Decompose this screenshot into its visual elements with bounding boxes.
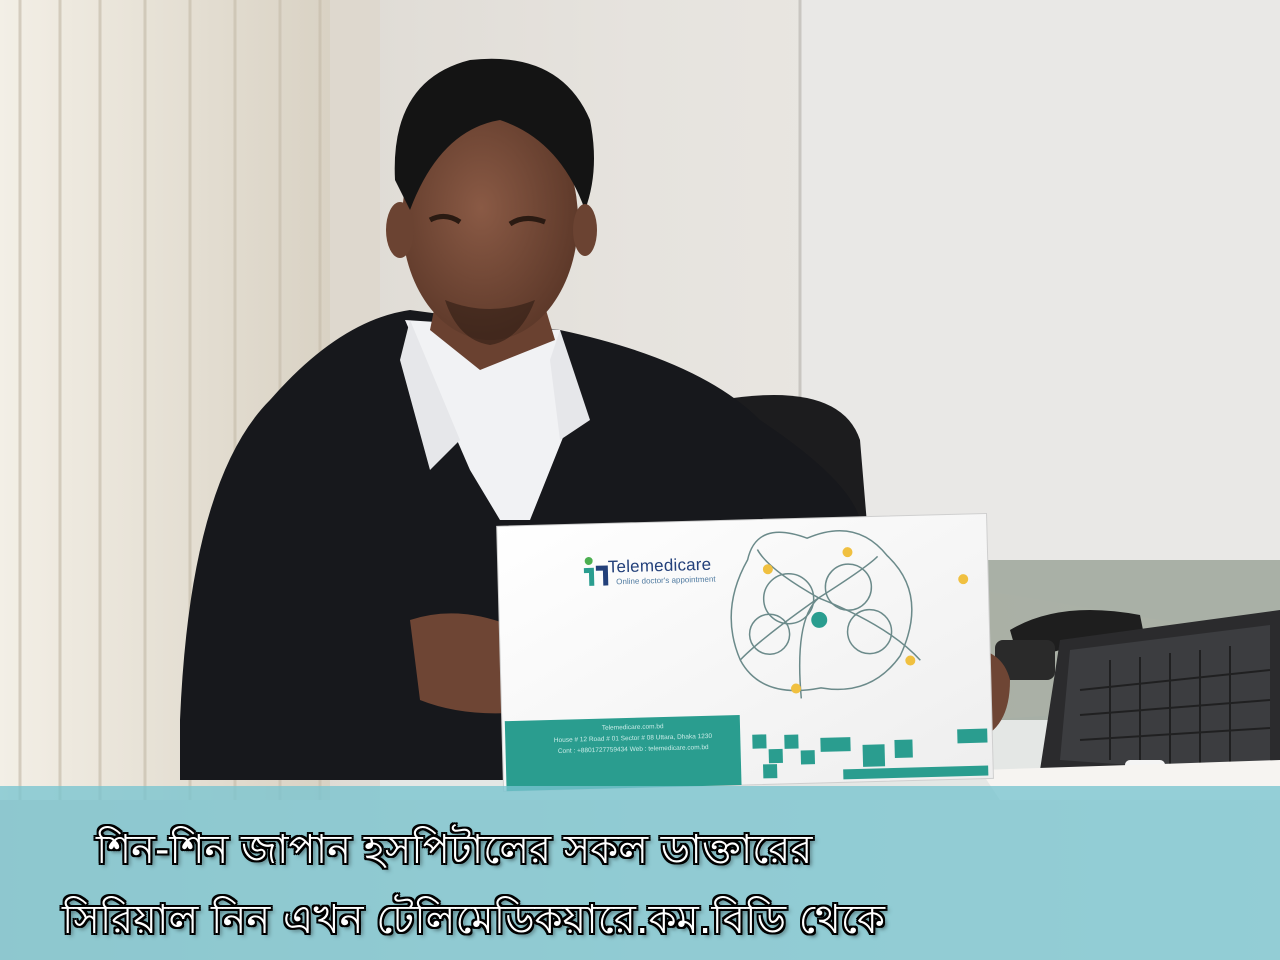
- caption-line-1: শিন-শিন জাপান হসপিটালের সকল ডাক্তারের: [96, 827, 813, 873]
- telemedicare-logo-icon: [579, 553, 610, 590]
- folder-brand: Telemedicare: [607, 554, 712, 577]
- folder-info-line: Telemedicare.com.bd: [601, 723, 664, 732]
- caption-line-2: সিরিয়াল নিন এখন টেলিমেডিকয়ারে.কম.বিডি থেকে: [62, 897, 885, 943]
- folder-info-line: Cont : +8801727759434 Web : telemedicare.com.bd: [557, 744, 709, 755]
- folder-info-text: [528, 719, 739, 757]
- folder-logo: [577, 546, 748, 600]
- folder-info-line: House # 12 Road # 01 Sector # 08 Uttara, Dhaka 1230: [553, 732, 713, 745]
- folder-tagline: Online doctor's appointment: [616, 574, 716, 587]
